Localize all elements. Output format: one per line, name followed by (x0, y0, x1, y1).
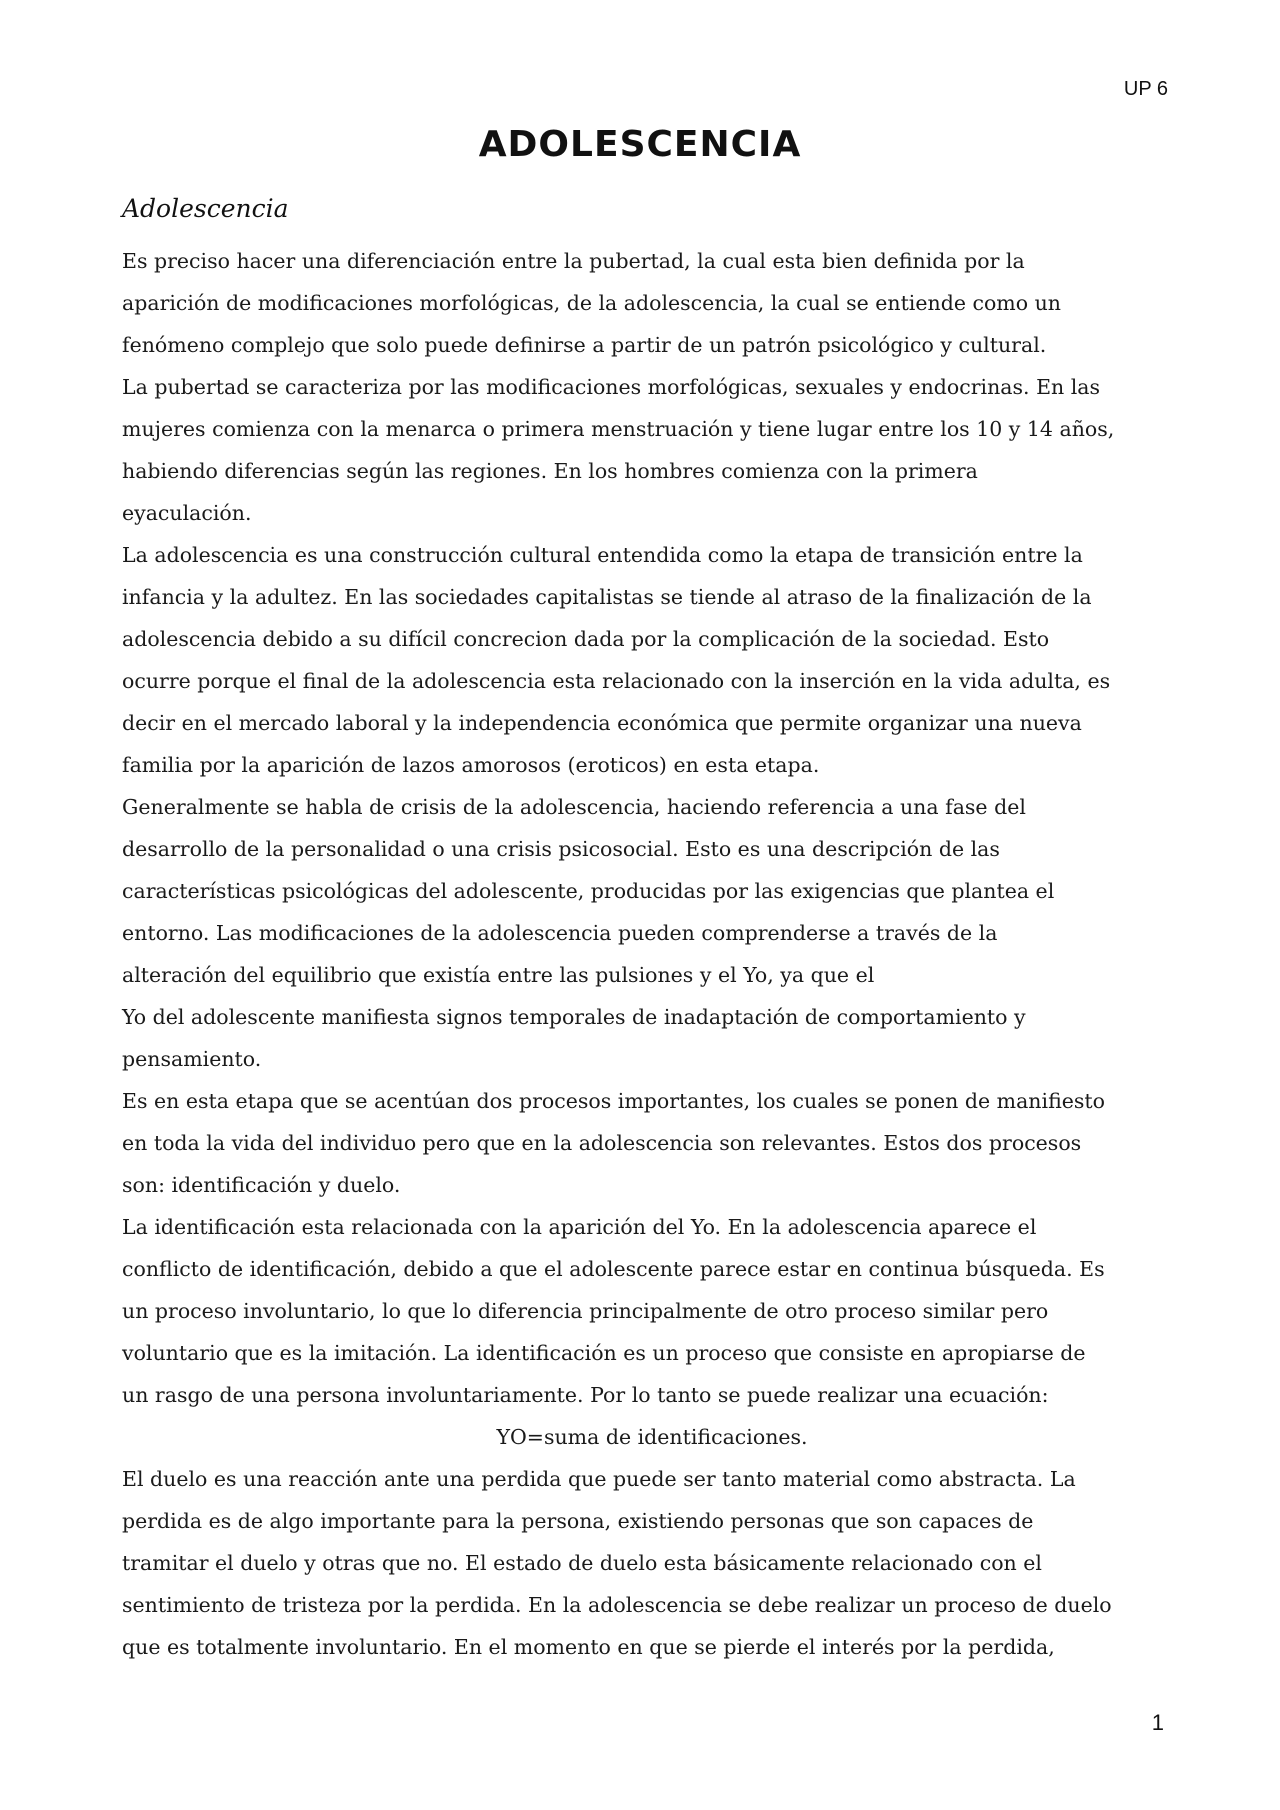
section-heading: Adolescencia (122, 194, 289, 223)
text-line: perdida es de algo importante para la persona, existiendo personas que son capaces de (122, 1509, 1034, 1533)
text-line: Yo del adolescente manifiesta signos temporales de inadaptación de comportamiento y (122, 1005, 1026, 1029)
text-line: Es en esta etapa que se acentúan dos procesos importantes, los cuales se ponen de manifiesto (122, 1089, 1105, 1113)
text-line: son: identificación y duelo. (122, 1173, 401, 1197)
text-line: alteración del equilibrio que existía entre las pulsiones y el Yo, ya que el (122, 963, 875, 987)
text-line: decir en el mercado laboral y la independencia económica que permite organizar una nueva (122, 711, 1082, 735)
text-line: infancia y la adultez. En las sociedades capitalistas se tiende al atraso de la finalización de la (122, 585, 1092, 609)
text-line: La pubertad se caracteriza por las modificaciones morfológicas, sexuales y endocrinas. En las (122, 375, 1101, 399)
unit-tag: UP 6 (1123, 78, 1168, 100)
text-line: aparición de modificaciones morfológicas, de la adolescencia, la cual se entiende como un (122, 291, 1061, 315)
page-title: ADOLESCENCIA (478, 124, 802, 165)
text-line: eyaculación. (122, 501, 252, 525)
text-line: Generalmente se habla de crisis de la adolescencia, haciendo referencia a una fase del (122, 795, 1026, 819)
text-line: La adolescencia es una construcción cultural entendida como la etapa de transición entre la (122, 543, 1083, 567)
text-line: fenómeno complejo que solo puede definirse a partir de un patrón psicológico y cultural. (122, 333, 1047, 357)
text-line: familia por la aparición de lazos amorosos (eroticos) en esta etapa. (122, 753, 820, 777)
text-line: ocurre porque el final de la adolescencia esta relacionado con la inserción en la vida adulta, es (122, 669, 1111, 693)
text-line: El duelo es una reacción ante una perdida que puede ser tanto material como abstracta. La (122, 1467, 1076, 1491)
text-line: en toda la vida del individuo pero que en la adolescencia son relevantes. Estos dos procesos (122, 1131, 1082, 1155)
text-line: La identificación esta relacionada con la aparición del Yo. En la adolescencia aparece el (122, 1215, 1037, 1239)
text-line: pensamiento. (122, 1047, 262, 1071)
text-line: que es totalmente involuntario. En el momento en que se pierde el interés por la perdida, (122, 1635, 1055, 1659)
text-line: adolescencia debido a su difícil concrecion dada por la complicación de la sociedad. Esto (122, 627, 1050, 651)
text-line: mujeres comienza con la menarca o primera menstruación y tiene lugar entre los 10 y 14 años, (122, 417, 1115, 441)
text-line: tramitar el duelo y otras que no. El estado de duelo esta básicamente relacionado con el (122, 1551, 1042, 1575)
text-line: desarrollo de la personalidad o una crisis psicosocial. Esto es una descripción de las (122, 837, 1000, 861)
text-line: voluntario que es la imitación. La identificación es un proceso que consiste en apropiarse de (122, 1341, 1086, 1365)
text-line: entorno. Las modificaciones de la adolescencia pueden comprenderse a través de la (122, 921, 998, 945)
page-number: 1 (1151, 1710, 1164, 1735)
text-line: características psicológicas del adolescente, producidas por las exigencias que plantea el (122, 879, 1055, 903)
text-line: conflicto de identificación, debido a que el adolescente parece estar en continua búsqueda. Es (122, 1257, 1105, 1281)
body-text (122, 240, 1182, 1668)
equation-line: YO=suma de identificaciones. (496, 1425, 808, 1449)
text-line: habiendo diferencias según las regiones. En los hombres comienza con la primera (122, 459, 978, 483)
text-line: un proceso involuntario, lo que lo diferencia principalmente de otro proceso similar pero (122, 1299, 1049, 1323)
text-line: sentimiento de tristeza por la perdida. En la adolescencia se debe realizar un proceso de duelo (122, 1593, 1112, 1617)
text-line: un rasgo de una persona involuntariamente. Por lo tanto se puede realizar una ecuación: (122, 1383, 1049, 1407)
text-line: Es preciso hacer una diferenciación entre la pubertad, la cual esta bien definida por la (122, 249, 1025, 273)
